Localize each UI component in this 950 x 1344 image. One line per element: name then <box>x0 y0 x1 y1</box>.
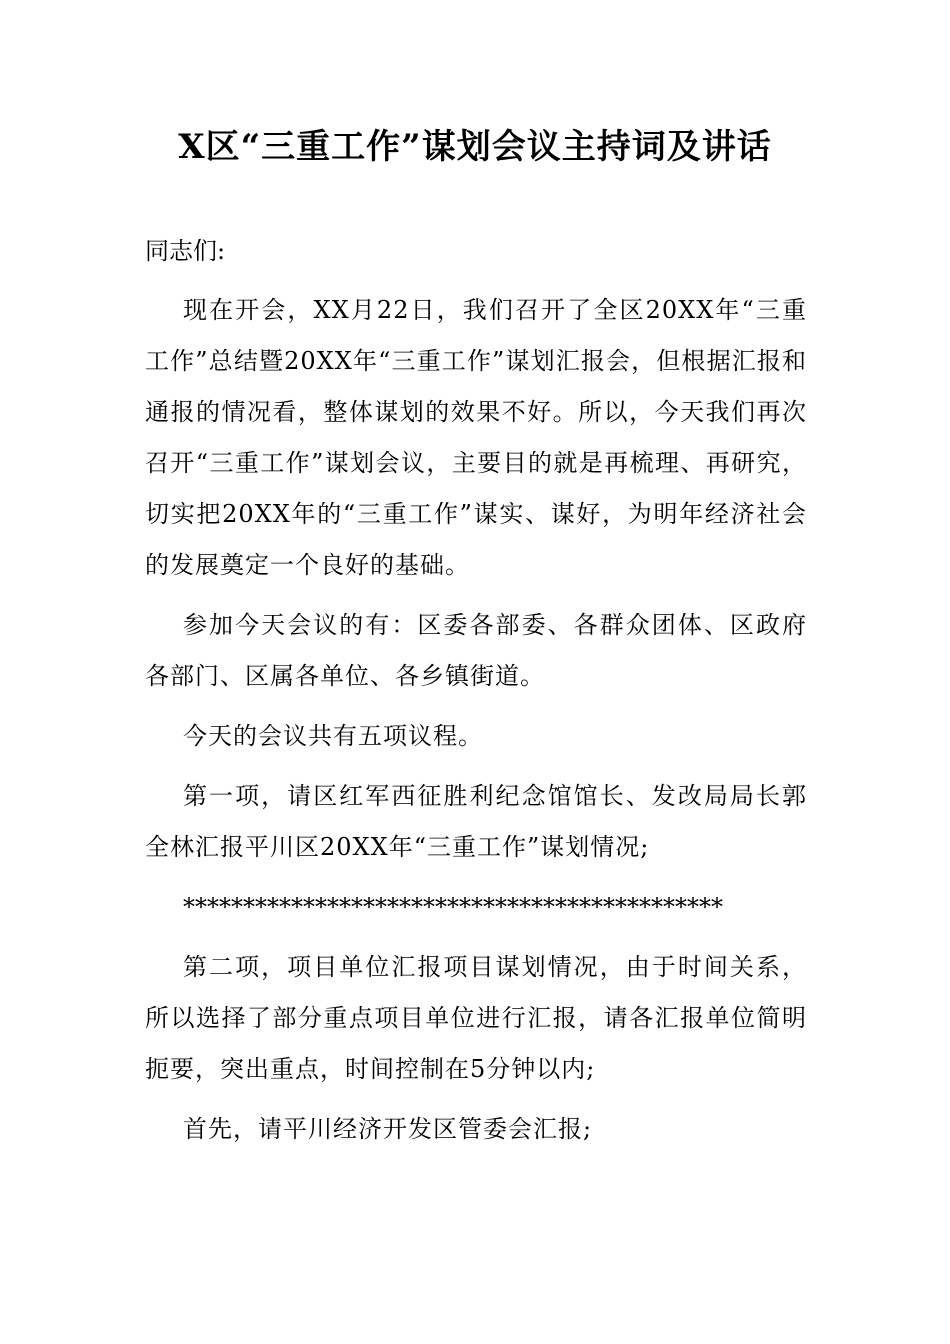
paragraph-agenda-item-2: 第二项，项目单位汇报项目谋划情况，由于时间关系，所以选择了部分重点项目单位进行汇报，请各汇报单位简明扼要，突出重点，时间控制在5分钟以内; <box>145 953 807 1083</box>
paragraph-opening: 现在开会，XX月22日，我们召开了全区20XX年“三重工作”总结暨20XX年“三重工作”谋划汇报会，但根据汇报和通报的情况看，整体谋划的效果不好。所以，今天我们再次召开“三重工作”谋划会议，主要目的就是再梳理、再研究，切实把20XX年的“三重工作”谋实、谋好，为明年经济社会的发展奠定一个良好的基础。 <box>145 296 807 579</box>
document-title: X区“三重工作”谋划会议主持词及讲话 <box>178 127 772 167</box>
paragraph-attendees: 参加今天会议的有：区委各部委、各群众团体、区政府各部门、区属各单位、各乡镇街道。 <box>145 611 807 690</box>
document-body <box>145 226 807 1164</box>
paragraph-first-report: 首先，请平川经济开发区管委会汇报; <box>183 1115 593 1143</box>
salutation: 同志们: <box>145 237 226 265</box>
paragraph-agenda-count: 今天的会议共有五项议程。 <box>183 722 483 750</box>
asterisk-separator: ********************************************* <box>183 893 723 921</box>
paragraph-agenda-item-1: 第一项，请区红军西征胜利纪念馆馆长、发改局局长郭全林汇报平川区20XX年“三重工作”谋划情况; <box>145 782 807 861</box>
